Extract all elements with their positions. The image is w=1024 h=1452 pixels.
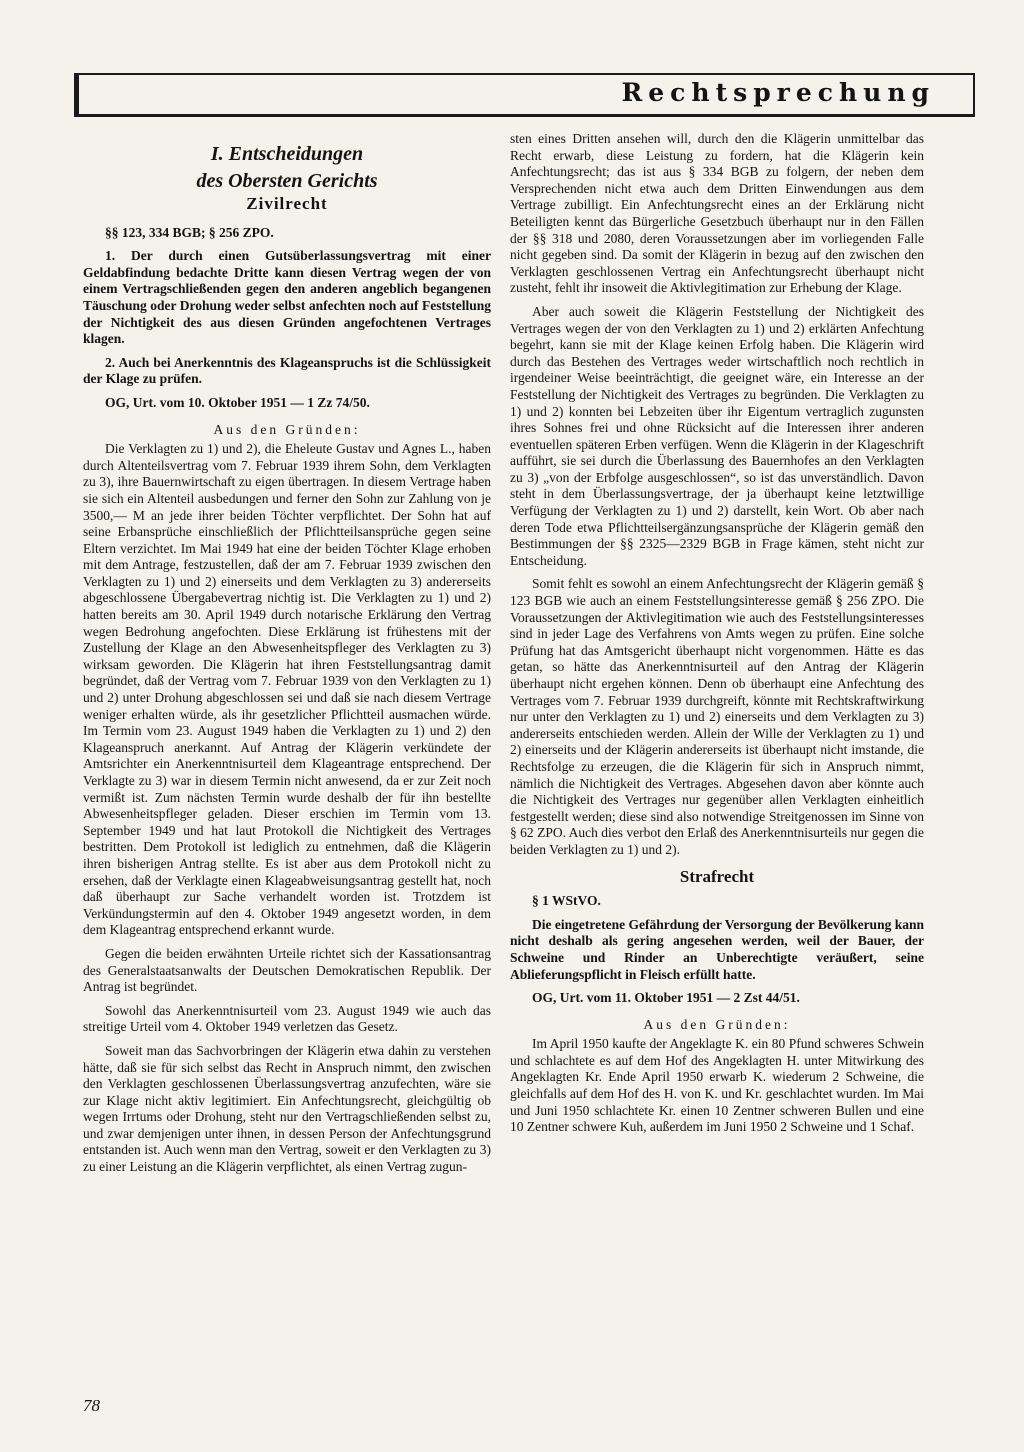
body-paragraph: Gegen die beiden erwähnten Urteile richtet sich der Kassationsantrag des Generalstaatsanwalts der Deutschen Demokratischen Republik. Der Antrag ist begründet. [83,945,491,995]
grounds-heading: Aus den Gründen: [643,1016,791,1032]
court-citation: OG, Urt. vom 10. Oktober 1951 — 1 Zz 74/50. [105,394,370,410]
left-column [83,140,491,1183]
headnote-2: 2. Auch bei Anerkenntnis des Klageanspruchs ist die Schlüssigkeit der Klage zu prüfen. [83,354,491,387]
court-citation: OG, Urt. vom 11. Oktober 1951 — 2 Zst 44/51. [532,990,800,1006]
body-paragraph: sten eines Dritten ansehen will, durch den die Klägerin unmittelbar das Recht erwarb, diese Leistung zu fordern, hat die Klägerin kein Anfechtungsrecht; das ist aus § 334 BGB zu folgern, der neben dem Versprechenden nicht etwa auch dem Dritten Einwendungen aus dem Vertrage zubilligt. Ein Anfechtungsrecht eines an der Erklärung nicht Beteiligten kennt das Bürgerliche Gesetzbuch überhaupt nur in den Fällen der §§ 318 und 2080, deren Voraussetzungen aber im vorliegenden Falle nicht gegeben sind. Da somit der Klägerin in bezug auf den zwischen den Verklagten geschlossenen Vertrag ein Anfechtungsrecht überhaupt nicht zusteht, fehlt ihr insoweit die Aktivlegitimation zur Erhebung der Klage. [510,131,924,296]
criminal-law-heading: Strafrecht [679,866,755,886]
right-column [510,131,924,1143]
decision-section-title: I. Entscheidungen [210,143,364,165]
section-header-title: Rechtsprechung [621,78,935,107]
headnote: Die eingetretene Gefährdung der Versorgung der Bevölkerung kann nicht deshalb als gering angesehen werden, weil der Bauer, der Schweine und Rinder an Unberechtigte veräußert, seine Ablieferungspflicht in Fleisch erfüllt hatte. [510,916,924,982]
law-reference: §§ 123, 334 BGB; § 256 ZPO. [105,224,274,240]
page-number: 78 [83,1396,100,1415]
headnote-1: 1. Der durch einen Gutsüberlassungsvertrag mit einer Geldabfindung bedachte Dritte kann diesen Vertrag wegen der von einem Vertragschließenden gegen den anderen angeblich begangenen Täuschung oder Drohung weder selbst anfechten noch auf Feststellung der Nichtigkeit des aus diesen Gründen angefochtenen Vertrages klagen. [83,248,491,347]
body-paragraph: Aber auch soweit die Klägerin Feststellung der Nichtigkeit des Vertrages wegen der von den Verklagten zu 1) und 2) erklärten Anfechtung begehrt, kann sie mit der Klage keinen Erfolg haben. Die Klägerin wird durch das Bestehen des Vertrages weder wirtschaftlich noch rechtlich in irgendeiner Weise beeinträchtigt, die geeignet wäre, ein Interesse an der Feststellung der Nichtigkeit des Vertrages zu begründen. Die Verklagten zu 1) und 2) konnten bei Lebzeiten über ihr Eigentum vertraglich zugunsten ihres Sohnes frei und ohne Rücksicht auf die Interessen ihrer anderen eventuellen späteren Erben verfügen. Wenn die Klägerin in der Klageschrift aufführt, sie sei durch die Überlassung des Bauernhofes an den Verklagten zu 3) „von der Erbfolge ausgeschlossen“, so ist das unverständlich. Davon steht in dem Überlassungsvertrage, der ja überhaupt keine letztwillige Verfügung der Verklagten zu 1) und 2) darstellt, kein Wort. Ob aber nach deren Tode etwa Pflichtteilsergänzungsansprüche der Klägerin gemäß den Bestimmungen der §§ 2325—2329 BGB in Frage kämen, steht nicht zur Entscheidung. [510,303,924,568]
civil-law-heading: Zivilrecht [246,194,328,213]
body-paragraph: Somit fehlt es sowohl an einem Anfechtungsrecht der Klägerin gemäß § 123 BGB wie auch an einem Feststellungsinteresse gemäß § 256 ZPO. Die Voraussetzungen der Aktivlegitimation wie auch des Feststellungsinteresses sind in jeder Lage des Verfahrens von Amts wegen zu prüfen. Eine solche Prüfung hat das Amtsgericht überhaupt nicht vorgenommen. Hätte es das getan, so hätte das Anerkenntnisurteil auf den Antrag der Klägerin überhaupt nicht ergehen können. Denn ob überhaupt eine Anfechtung des Vertrages vom 7. Februar 1939 durchgreift, könnte mit Rechtskraftwirkung nur unter den Verklagten zu 1) und 2) einerseits und dem Verklagten zu 3) andererseits entschieden werden. Allein der Wille der Verklagten zu 1) und 2) einerseits und der Klägerin andererseits ist überhaupt nicht imstande, die Rechtsfolge zu erzeugen, die die Klägerin für sich in Anspruch nimmt, nämlich die Nichtigkeit des Vertrages. Abgesehen davon aber könnte auch die Nichtigkeit des Vertrages nur gegenüber allen Verklagten einheitlich festgestellt werden; diese sind also notwendige Streitgenossen im Sinne von § 62 ZPO. Auch dies verbot den Erlaß des Anerkenntnisurteils nur gegen die beiden Verklagten zu 1) und 2). [510,576,924,857]
decision-section-title-line2: des Obersten Gerichts [196,170,378,192]
body-paragraph: Sowohl das Anerkenntnisurteil vom 23. August 1949 wie auch das streitige Urteil vom 4. Oktober 1949 verletzen das Gesetz. [83,1002,491,1035]
body-paragraph: Die Verklagten zu 1) und 2), die Eheleute Gustav und Agnes L., haben durch Altenteilsvertrag vom 7. Februar 1939 ihrem Sohn, dem Verklagten zu 3), ihre Bauernwirtschaft zu eigen übertragen. In diesem Vertrage haben sie sich ein Altenteil ausbedungen und ferner den Sohn zur Zahlung von je 3500,— M an jede ihrer beiden Töchter verpflichtet. Der Sohn hat auf seine Erbansprüche einschließlich der Pflichtteilsansprüche gegen seine Eltern verzichtet. Im Mai 1949 hat eine der beiden Töchter Klage erhoben mit dem Antrage, festzustellen, daß der am 7. Februar 1939 zwischen den Verklagten zu 1) und 2) einerseits und dem Verklagten zu 3) andererseits abgeschlossene Übergabevertrag nichtig ist. Die Verklagten zu 1) und 2) hatten bereits am 30. April 1949 durch notarische Erklärung den Vertrag wegen Bedrohung angefochten. Diese Erklärung ist frühestens mit der Zustellung der Klage an den Abwesenheitspfleger des Verklagten zu 3) wirksam geworden. Die Klägerin hat ihren Feststellungsantrag damit begründet, daß der Vertrag vom 7. Februar 1939 von den Verklagten zu 1) und 2) unter Drohung abgeschlossen sei und daß sie nach diesem Vertrage weniger erhalten würde, als ihr gesetzlicher Pflichtteil ausmachen würde. Im Termin vom 23. August 1949 haben die Verklagten zu 1) und 2) den Klageanspruch anerkannt. Auf Antrag der Klägerin verkündete der Amtsrichter ein Anerkenntnisurteil dem Klageantrage entsprechend. Der Verklagte zu 3) war in diesem Termin nicht anwesend, da er zur Zeit noch vermißt ist. Zum nächsten Termin wurde deshalb der für ihn bestellte Abwesenheitspfleger geladen. Dieser erschien im Termin vom 13. September 1949 und hat laut Protokoll die Nichtigkeit des Vertrages bestritten. Dem Protokoll ist lediglich zu entnehmen, daß die Klägerin ihren bisherigen Antrag stellte. Es ist aber aus dem Protokoll nicht zu ersehen, daß der Verklagte einen Klageabweisungsantrag gestellt hat, noch daß überhaupt zur Sache verhandelt worden ist. Trotzdem ist Verkündungstermin auf den 4. Oktober 1949 angesetzt worden, in dem dem Klageantrag entsprechend erkannt wurde. [83,441,491,938]
body-paragraph: Im April 1950 kaufte der Angeklagte K. ein 80 Pfund schweres Schwein und schlachtete es auf dem Hof des Angeklagten H. unter Mitwirkung des Angeklagten Kr. Ende April 1950 erwarb K. wiederum 2 Schweine, die gleichfalls auf dem Hof des H. von K. und Kr. geschlachtet wurden. Im Mai und Juni 1950 schlachtete Kr. einen 10 Zentner schweren Bullen und eine 10 Zentner schwere Kuh, außerdem im Juni 1950 2 Schweine und 1 Schaf. [510,1036,924,1135]
body-paragraph: Soweit man das Sachvorbringen der Klägerin etwa dahin zu verstehen hätte, daß sie für sich selbst das Recht in Anspruch nimmt, den zwischen den Verklagten geschlossenen Überlassungsvertrag anzufechten, wäre sie zur Klage nicht aktiv legitimiert. Ein Anfechtungsrecht, gleichgültig ob wegen Irrtums oder Drohung, steht nur den Vertragschließenden selbst zu, und zwar demjenigen unter ihnen, in dessen Person der Anfechtungsgrund entstanden ist. Auch wenn man den Vertrag, soweit er den Verklagten zu 3) zu einer Leistung an die Klägerin verpflichtet, als einen Vertrag zugun- [83,1042,491,1175]
section-header-box [74,73,975,117]
grounds-heading: Aus den Gründen: [213,421,361,437]
law-reference: § 1 WStVO. [532,893,601,909]
